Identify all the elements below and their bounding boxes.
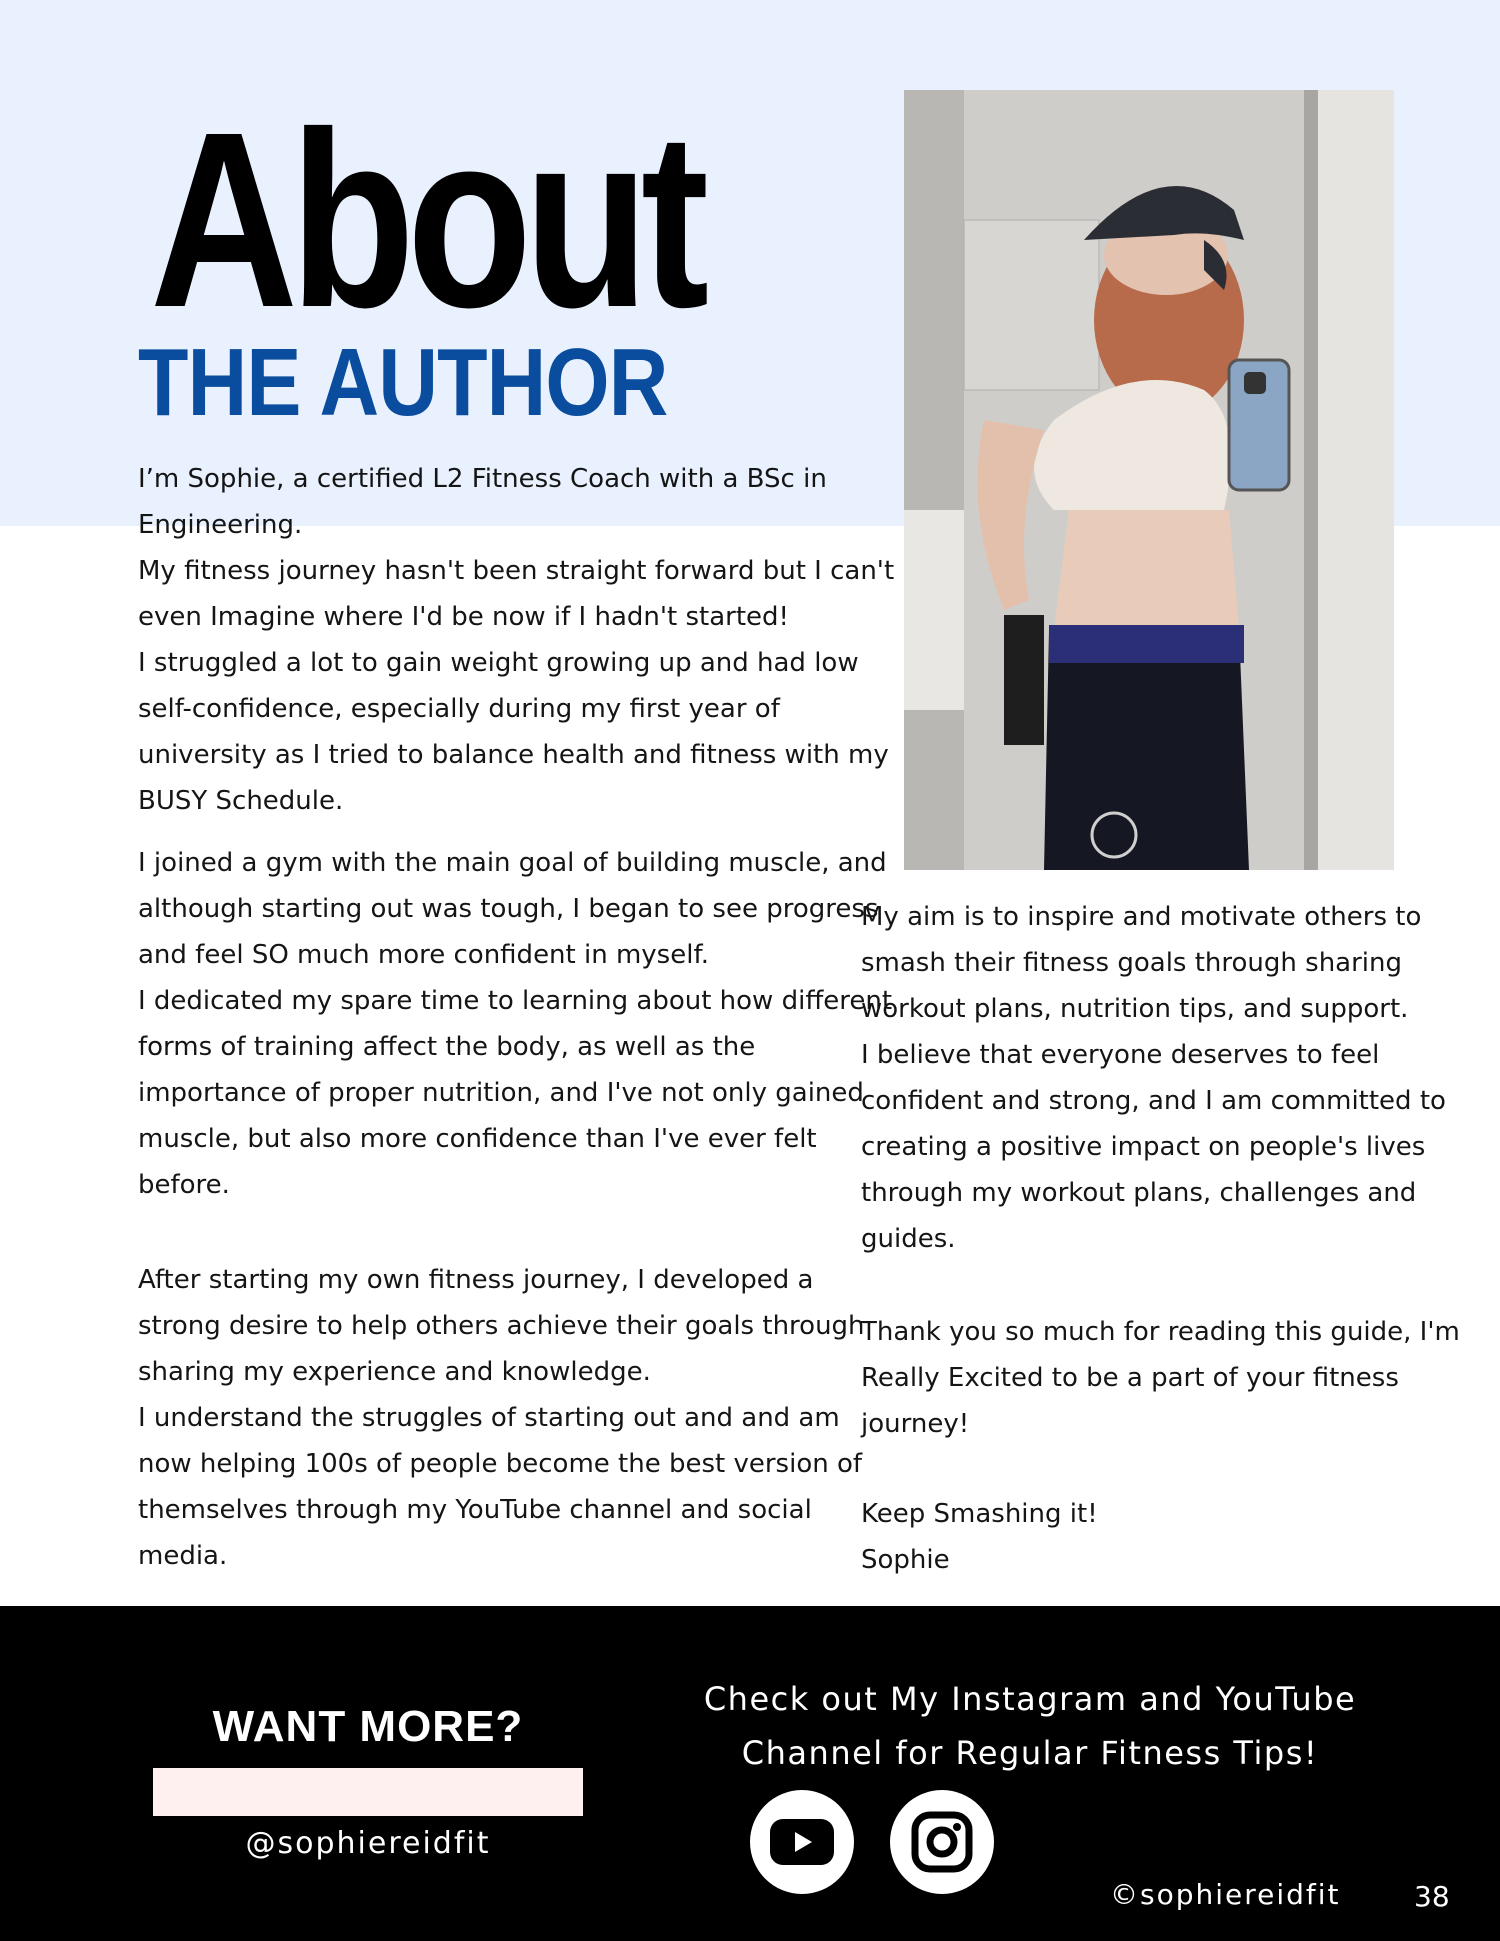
left-column-middle [138,840,898,1208]
page-number: 38 [1414,1880,1450,1913]
signature: Sophie [861,1545,950,1575]
aim-paragraph: My aim is to inspire and motivate others to smash their fitness goals through sharing workout plans, nutrition tips, and support. I believe that everyone deserves to feel confident and strong, and I am committed to creating a positive impact on people's lives through my workout plans, challenges and guides. [861,902,1446,1254]
page-subtitle: THE AUTHOR [138,329,668,436]
decorative-bar [153,1768,583,1816]
left-column-bottom [138,1257,898,1579]
social-cta: Check out My Instagram and YouTube Channel for Regular Fitness Tips! [703,1680,1357,1772]
instagram-icon [910,1810,974,1874]
youtube-button[interactable] [750,1790,854,1894]
right-column-thanks [861,1309,1471,1447]
helping-paragraph: After starting my own fitness journey, I developed a strong desire to help others achieve their goals through sharing my experience and knowledge. I understand the struggles of starting out and and am now helping 100s of people become the best version of themselves through my YouTube channel and social media. [138,1265,865,1571]
thanks-paragraph: Thank you so much for reading this guide, I'm Really Excited to be a part of your fitness journey! [861,1317,1460,1439]
footer [0,1606,1500,1941]
instagram-button[interactable] [890,1790,994,1894]
copyright-text: ©sophiereidfit [1110,1878,1341,1911]
page-title: About [150,80,701,359]
sign-off: Keep Smashing it! [861,1499,1098,1529]
right-column-signoff [861,1491,1471,1583]
social-handle: @sophiereidfit [245,1826,491,1861]
author-photo-illustration [904,90,1394,870]
author-photo [904,90,1394,870]
youtube-icon [770,1819,834,1865]
right-column [861,894,1471,1262]
left-column [138,456,898,824]
want-more-heading: WANT MORE? [212,1702,524,1751]
intro-paragraph: I’m Sophie, a certified L2 Fitness Coach with a BSc in Engineering. My fitness journey hasn't been straight forward but I can't even Imagine where I'd be now if I hadn't started! I struggled a lot to gain weight growing up and had low self-confidence, especially during my first year of university as I tried to balance health and fitness with my BUSY Schedule. [138,464,895,816]
journey-paragraph: I joined a gym with the main goal of building muscle, and although starting out was tough, I began to see progress and feel SO much more confident in myself. I dedicated my spare time to learning about how different forms of training affect the body, as well as the importance of proper nutrition, and I've not only gained muscle, but also more confidence than I've ever felt before. [138,848,893,1200]
